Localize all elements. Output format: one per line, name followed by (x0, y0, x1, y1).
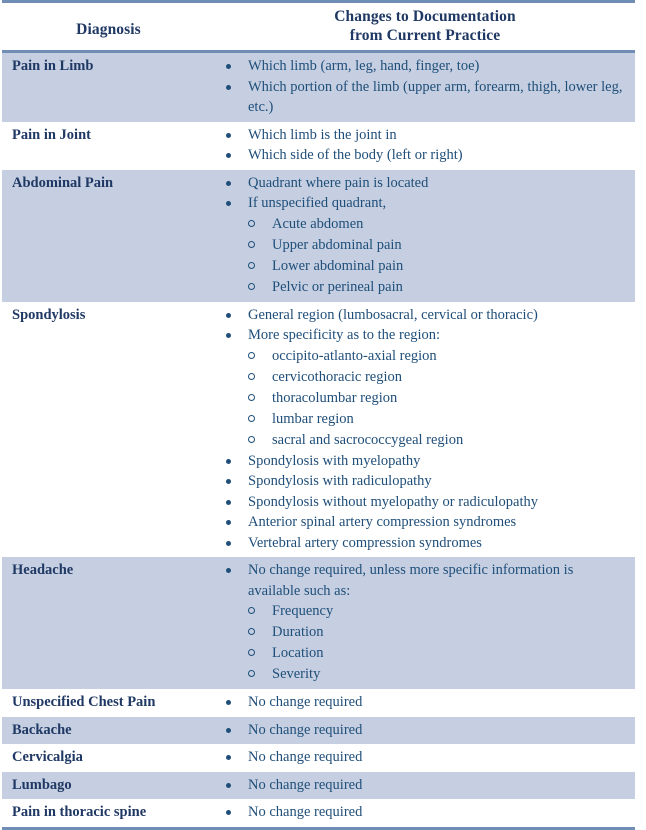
changes-cell (215, 689, 635, 717)
sub-bullet-item (215, 664, 629, 685)
sub-bullet-item-label: lumbar region (272, 410, 354, 427)
column-header-changes (215, 2, 635, 52)
changes-sub-list (215, 346, 629, 451)
bullet-dot-icon (226, 520, 231, 525)
bullet-dot-icon (226, 201, 231, 206)
bullet-dot-icon (226, 333, 231, 338)
bullet-dot-icon (226, 568, 231, 573)
changes-bullet-list (215, 692, 629, 713)
diagnosis-cell: Spondylosis (2, 302, 215, 558)
changes-sub-list (215, 601, 629, 685)
bullet-circle-icon (248, 628, 255, 635)
table-header (2, 2, 635, 52)
sub-bullet-item (215, 256, 629, 277)
sub-bullet-item-label: occipito-atlanto-axial region (272, 347, 437, 364)
sub-bullet-item (215, 430, 629, 451)
bullet-circle-icon (248, 670, 255, 677)
sub-bullet-item-label: Frequency (272, 603, 334, 619)
table-row (2, 557, 635, 689)
sub-bullet-item (215, 214, 629, 235)
bullet-dot-icon (226, 85, 231, 90)
bullet-dot-icon (226, 459, 231, 464)
bullet-dot-icon (226, 500, 231, 505)
column-header-changes-line2: from Current Practice (349, 27, 501, 44)
bullet-item-label: General region (lumbosacral, cervical or thoracic) (248, 306, 538, 323)
bullet-item (215, 77, 629, 118)
changes-cell (215, 170, 635, 302)
bullet-item (215, 325, 629, 346)
sub-bullet-item (215, 601, 629, 622)
bullet-item-label: Vertebral artery compression syndromes (248, 534, 482, 551)
changes-bullet-list (215, 56, 629, 118)
bullet-item-label: More specificity as to the region: (248, 327, 441, 343)
bullet-item (215, 692, 629, 713)
changes-cell (215, 52, 635, 122)
diagnosis-cell: Abdominal Pain (2, 170, 215, 302)
changes-cell (215, 744, 635, 772)
bullet-item-label: No change required (248, 694, 363, 710)
changes-bullet-list (215, 802, 629, 823)
bullet-item-label: No change required (248, 749, 363, 765)
bullet-item (215, 533, 629, 554)
bullet-circle-icon (248, 607, 255, 614)
diagnosis-cell: Cervicalgia (2, 744, 215, 772)
bullet-item (215, 451, 629, 472)
sub-bullet-item-label: Location (272, 645, 324, 661)
changes-cell (215, 302, 635, 558)
bullet-item-label: Which limb (arm, leg, hand, finger, toe) (248, 58, 480, 74)
bullet-dot-icon (226, 810, 231, 815)
bullet-item (215, 56, 629, 77)
bullet-circle-icon (248, 283, 255, 290)
table-row (2, 744, 635, 772)
diagnosis-documentation-table (2, 0, 635, 830)
changes-bullet-list (215, 720, 629, 741)
bullet-item (215, 125, 629, 146)
bullet-item (215, 775, 629, 796)
sub-bullet-item-label: thoracolumbar region (272, 389, 398, 406)
bullet-item (215, 145, 629, 166)
bullet-circle-icon (248, 394, 255, 401)
table-row (2, 799, 635, 828)
table-row (2, 52, 635, 122)
bullet-item (215, 512, 629, 533)
column-header-diagnosis (2, 2, 215, 52)
diagnosis-cell: Headache (2, 557, 215, 689)
bullet-circle-icon (248, 262, 255, 269)
table-body (2, 52, 635, 829)
sub-list-container (215, 346, 629, 451)
column-header-changes-line1: Changes to Documentation (334, 8, 516, 25)
bullet-dot-icon (226, 313, 231, 318)
changes-cell (215, 772, 635, 800)
diagnosis-cell: Unspecified Chest Pain (2, 689, 215, 717)
sub-list-container (215, 214, 629, 298)
sub-bullet-item (215, 388, 629, 409)
changes-bullet-list (215, 125, 629, 166)
sub-bullet-item-label: Severity (272, 666, 321, 682)
column-header-diagnosis-label: Diagnosis (76, 21, 141, 38)
bullet-item (215, 747, 629, 768)
bullet-item-label: Anterior spinal artery compression syndromes (248, 514, 517, 530)
bullet-item-label: Spondylosis without myelopathy or radiculopathy (248, 493, 538, 510)
changes-bullet-list (215, 775, 629, 796)
bullet-dot-icon (226, 541, 231, 546)
bullet-item-label: Spondylosis with myelopathy (248, 452, 421, 469)
bullet-item-label: Which portion of the limb (upper arm, forearm, thigh, lower leg, etc.) (248, 78, 623, 115)
changes-bullet-list (215, 747, 629, 768)
table-row (2, 717, 635, 745)
bullet-circle-icon (248, 220, 255, 227)
bullet-item (215, 492, 629, 513)
sub-bullet-item (215, 622, 629, 643)
sub-bullet-item-label: Upper abdominal pain (272, 236, 402, 253)
bullet-dot-icon (226, 133, 231, 138)
bullet-dot-icon (226, 728, 231, 733)
diagnosis-cell: Pain in Joint (2, 122, 215, 170)
bullet-item (215, 802, 629, 823)
sub-bullet-item (215, 643, 629, 664)
sub-bullet-item (215, 277, 629, 298)
changes-bullet-list (215, 173, 629, 298)
bullet-dot-icon (226, 153, 231, 158)
changes-cell (215, 122, 635, 170)
bullet-item-label: Which limb is the joint in (248, 126, 397, 143)
bullet-dot-icon (226, 755, 231, 760)
bullet-item (215, 720, 629, 741)
diagnosis-cell: Lumbago (2, 772, 215, 800)
table-row (2, 170, 635, 302)
bullet-item (215, 173, 629, 194)
bullet-item (215, 471, 629, 492)
bullet-circle-icon (248, 373, 255, 380)
sub-bullet-item-label: cervicothoracic region (272, 368, 403, 385)
sub-bullet-item-label: Lower abdominal pain (272, 257, 404, 274)
sub-bullet-item-label: Duration (272, 624, 324, 640)
changes-bullet-list (215, 560, 629, 685)
sub-bullet-item (215, 367, 629, 388)
sub-bullet-item (215, 409, 629, 430)
table-row (2, 122, 635, 170)
bullet-dot-icon (226, 64, 231, 69)
bullet-dot-icon (226, 700, 231, 705)
bullet-item-label: No change required, unless more specific information is available such as: (248, 562, 574, 599)
bullet-circle-icon (248, 415, 255, 422)
bullet-item (215, 560, 629, 601)
bullet-circle-icon (248, 436, 255, 443)
bullet-item-label: Which side of the body (left or right) (248, 147, 463, 163)
bullet-item-label: Quadrant where pain is located (248, 174, 429, 191)
changes-cell (215, 557, 635, 689)
table-row (2, 302, 635, 558)
bullet-item-label: No change required (248, 776, 363, 793)
sub-bullet-item-label: sacral and sacrococcygeal region (272, 431, 464, 448)
changes-cell (215, 799, 635, 828)
bullet-dot-icon (226, 181, 231, 186)
bullet-item-label: If unspecified quadrant, (248, 195, 387, 211)
bullet-circle-icon (248, 352, 255, 359)
changes-sub-list (215, 214, 629, 298)
bullet-circle-icon (248, 241, 255, 248)
diagnosis-cell: Pain in thoracic spine (2, 799, 215, 828)
sub-bullet-item (215, 235, 629, 256)
bullet-item-label: No change required (248, 721, 363, 738)
bullet-dot-icon (226, 783, 231, 788)
diagnosis-cell: Pain in Limb (2, 52, 215, 122)
table-row (2, 772, 635, 800)
sub-list-container (215, 601, 629, 685)
bullet-item-label: Spondylosis with radiculopathy (248, 473, 432, 489)
sub-bullet-item-label: Acute abdomen (272, 215, 364, 232)
changes-cell (215, 717, 635, 745)
table-row (2, 689, 635, 717)
changes-bullet-list (215, 305, 629, 554)
sub-bullet-item (215, 346, 629, 367)
table-header-row (2, 2, 635, 52)
bullet-item (215, 305, 629, 326)
sub-bullet-item-label: Pelvic or perineal pain (272, 278, 403, 295)
bullet-item (215, 193, 629, 214)
bullet-dot-icon (226, 479, 231, 484)
bullet-item-label: No change required (248, 804, 363, 820)
diagnosis-cell: Backache (2, 717, 215, 745)
bullet-circle-icon (248, 649, 255, 656)
